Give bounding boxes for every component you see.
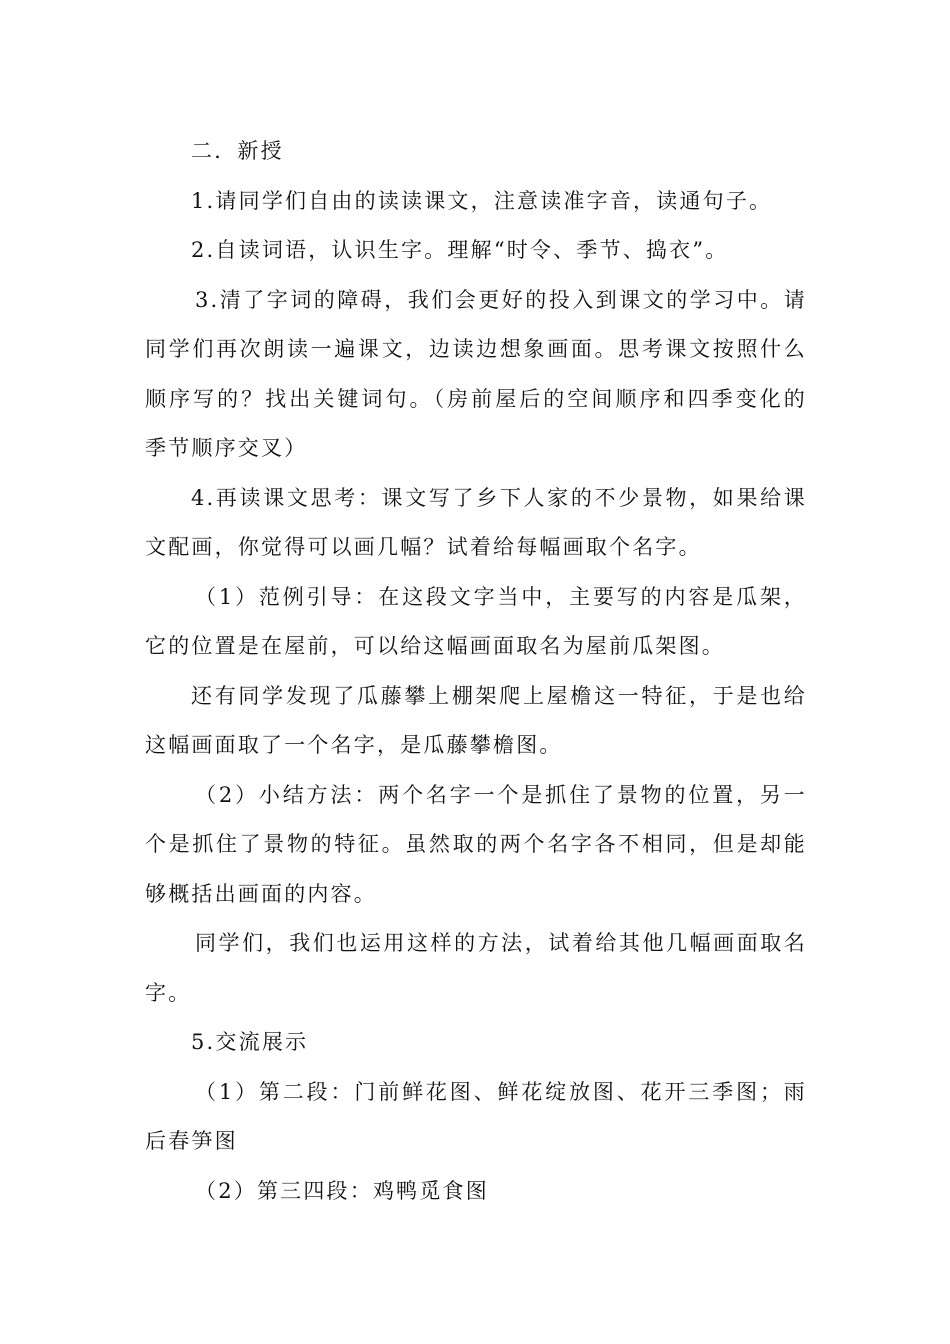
section-heading: 二．新授 [191,139,284,163]
paragraph-method-summary: （2）小结方法：两个名字一个是抓住了景物的位置，另一个是抓住了景物的特征。虽然取的两个名字各不相同，但是却能够概括出画面的内容。 [145,782,807,906]
document-body [145,127,807,1216]
paragraph-step-3: 3.清了字词的障碍，我们会更好的投入到课文的学习中。请同学们再次朗读一遍课文，边读边想象画面。思考课文按照什么顺序写的？找出关键词句。（房前屋后的空间顺序和四季变化的季节顺序交叉） [145,287,807,460]
paragraph-example-guide: （1）范例引导：在这段文字当中，主要写的内容是瓜架，它的位置是在屋前，可以给这幅画面取名为屋前瓜架图。 [145,584,807,658]
paragraph-step-4: 4.再读课文思考：课文写了乡下人家的不少景物，如果给课文配画，你觉得可以画几幅？试着给每幅画取个名字。 [145,485,807,559]
paragraph-step-5: 5.交流展示 [191,1030,309,1054]
paragraph-step-1: 1.请同学们自由的读读课文，注意读准字音，读通句子。 [191,188,773,213]
paragraph-step-2: 2.自读词语，认识生字。理解“时令、季节、捣衣”。 [191,238,729,262]
paragraph-exchange-1: （1）第二段：门前鲜花图、鲜花绽放图、花开三季图；雨后春笋图 [145,1079,807,1153]
paragraph-student-finding: 还有同学发现了瓜藤攀上棚架爬上屋檐这一特征，于是也给这幅画面取了一个名字，是瓜藤攀檐图。 [145,683,807,757]
paragraph-practice-prompt: 同学们，我们也运用这样的方法，试着给其他几幅画面取名字。 [145,931,807,1005]
paragraph-exchange-2: （2）第三四段：鸡鸭觅食图 [195,1178,489,1203]
